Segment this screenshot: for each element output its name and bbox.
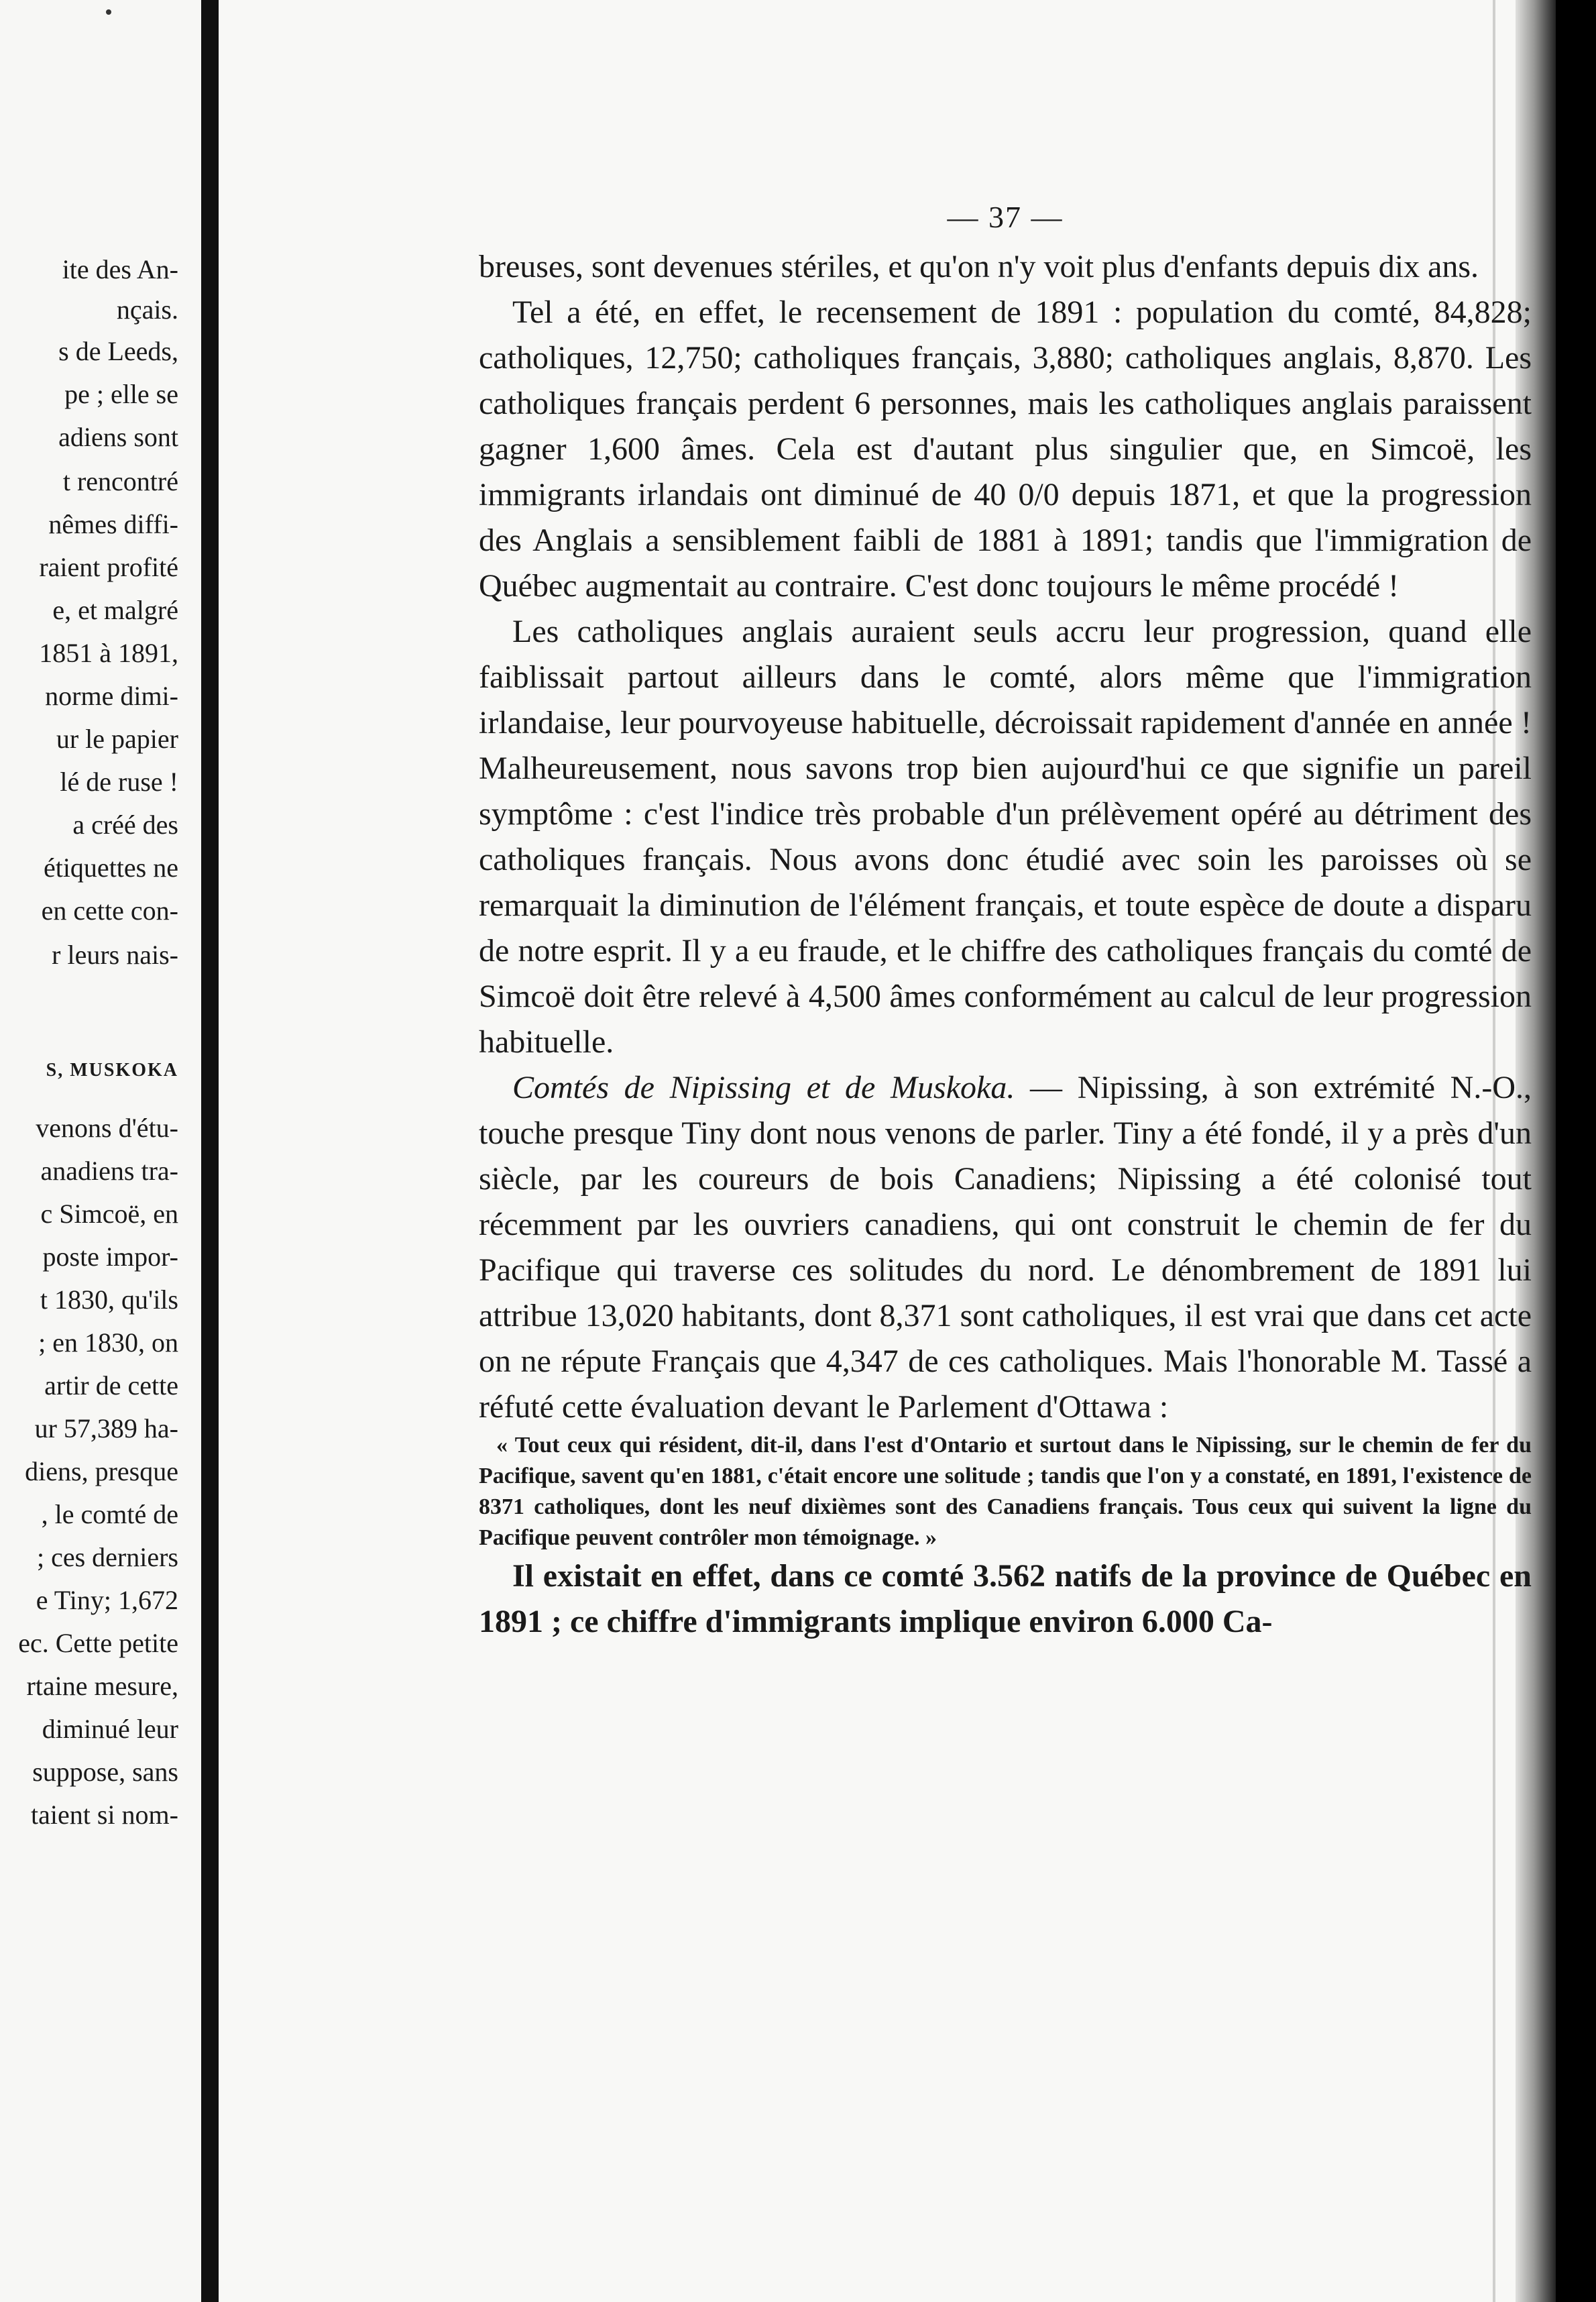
left-fragment: ; en 1830, on — [38, 1327, 178, 1358]
left-fragment: raient profité — [39, 552, 178, 582]
left-fragment: a créé des — [72, 810, 178, 840]
left-fragment: ec. Cette petite — [18, 1628, 178, 1658]
left-fragment: t rencontré — [62, 466, 178, 496]
left-fragment: nçais. — [116, 294, 178, 325]
left-fragment: diens, presque — [25, 1456, 178, 1486]
left-fragment: e, et malgré — [52, 595, 178, 625]
quotation: « Tout ceux qui résident, dit-il, dans l'est d'Ontario et surtout dans le Nipissing, sur le chemin de fer du Pacifique, savent qu'en 1881, c'était encore une solitude ; tandis que l'on y a constaté, en 1891, l'existence de 8371 catholiques, dont les neuf dixièmes sont des Canadiens français. Tous ceux qui suivent la ligne du Pacifique peuvent contrôler mon témoignage. » — [479, 1433, 1532, 1550]
section-paragraph — [479, 1065, 1532, 1430]
left-fragment: artir de cette — [44, 1370, 178, 1401]
paragraph: Tel a été, en effet, le recensement de 1891 : population du comté, 84,828; catholiques, 12,750; catholiques français, 3,880; catholiques anglais, 8,870. Les catholiques français perdent 6 personnes, mais les catholiques anglais paraissent gagner 1,600 âmes. Cela est d'autant plus singulier que, en Simcoë, les immigrants irlandais ont diminué de 40 0/0 depuis 1871, et que la progression des Anglais a sensiblement faibli de 1881 à 1891; tandis que l'immigration de Québec augmentait au contraire. C'est donc toujours le même procédé ! — [479, 294, 1532, 604]
section-heading: Comtés de Nipissing et de Muskoka. — [512, 1070, 1015, 1105]
left-fragment: ; ces derniers — [36, 1542, 178, 1572]
left-fragment: pe ; elle se — [64, 379, 178, 409]
left-fragment: adiens sont — [58, 422, 178, 452]
ink-dot — [106, 9, 111, 15]
left-fragment: , le comté de — [41, 1499, 178, 1529]
page-number: — 37 — — [947, 200, 1064, 234]
left-fragment: diminué leur — [42, 1714, 178, 1744]
paragraph: Les catholiques anglais auraient seuls accru leur progression, quand elle faiblissait partout ailleurs dans le comté, alors même que l'immigration irlandaise, leur pourvoyeuse habituelle, décroissait rapidement d'année en année ! Malheureusement, nous savons trop bien aujourd'hui ce que signifie un pareil symptôme : c'est l'indice très probable d'un prélèvement opéré au détriment des catholiques français. Nous avons donc étudié avec soin les paroisses où se remarquait la diminution de l'élément français, et toute espèce de doute a disparu de notre esprit. Il y a eu fraude, et le chiffre des catholiques français du comté de Simcoë doit être relevé à 4,500 âmes conformément au calcul de leur progression habituelle. — [479, 614, 1532, 1060]
closing-paragraph: Il existait en effet, dans ce comté 3.562 natifs de la province de Québec en 1891 ; ce chiffre d'immigrants implique environ 6.000 Ca- — [479, 1558, 1532, 1639]
paragraph: breuses, sont devenues stériles, et qu'on n'y voit plus d'enfants depuis dix ans. — [479, 249, 1479, 284]
left-fragment: r leurs nais- — [52, 940, 178, 970]
left-fragment: en cette con- — [41, 895, 178, 926]
left-fragment: c Simcoë, en — [40, 1199, 178, 1229]
left-fragment: s de Leeds, — [58, 336, 178, 366]
left-section-heading: S, MUSKOKA — [46, 1060, 178, 1081]
left-fragment: ur 57,389 ha- — [34, 1413, 178, 1443]
book-page — [219, 0, 1556, 2302]
left-fragment: 1851 à 1891, — [39, 638, 178, 668]
previous-page-strip — [0, 0, 201, 2302]
left-fragment: anadiens tra- — [40, 1156, 178, 1186]
left-fragment: t 1830, qu'ils — [40, 1284, 178, 1315]
left-fragment: venons d'étu- — [36, 1113, 178, 1143]
page-content — [479, 195, 1532, 1645]
left-fragment: poste impor- — [42, 1242, 178, 1272]
left-fragment: e Tiny; 1,672 — [36, 1585, 178, 1615]
left-fragment: étiquettes ne — [43, 853, 178, 883]
left-fragment: ite des An- — [62, 254, 178, 284]
left-fragment: rtaine mesure, — [26, 1671, 178, 1701]
left-fragment: ur le papier — [56, 724, 178, 754]
left-fragment: norme dimi- — [45, 681, 178, 711]
left-fragment: taient si nom- — [31, 1800, 178, 1830]
left-fragment: lé de ruse ! — [60, 767, 178, 797]
left-fragment: suppose, sans — [32, 1757, 178, 1787]
section-text: — Nipissing, à son extrémité N.-O., touche presque Tiny dont nous venons de parler. Tiny a été fondé, il y a près d'un siècle, par les coureurs de bois Canadiens; Nipissing a été colonisé tout récemment par les ouvriers canadiens, qui ont construit le chemin de fer du Pacifique qui traverse ces solitudes du nord. Le dénombrement de 1891 lui attribue 13,020 habitants, dont 8,371 sont catholiques, il est vrai que dans cet acte on ne répute Français que 4,347 de ces catholiques. Mais l'honorable M. Tassé a réfuté cette évaluation devant le Parlement d'Ottawa : — [479, 1070, 1532, 1425]
left-fragment: nêmes diffi- — [48, 509, 178, 539]
